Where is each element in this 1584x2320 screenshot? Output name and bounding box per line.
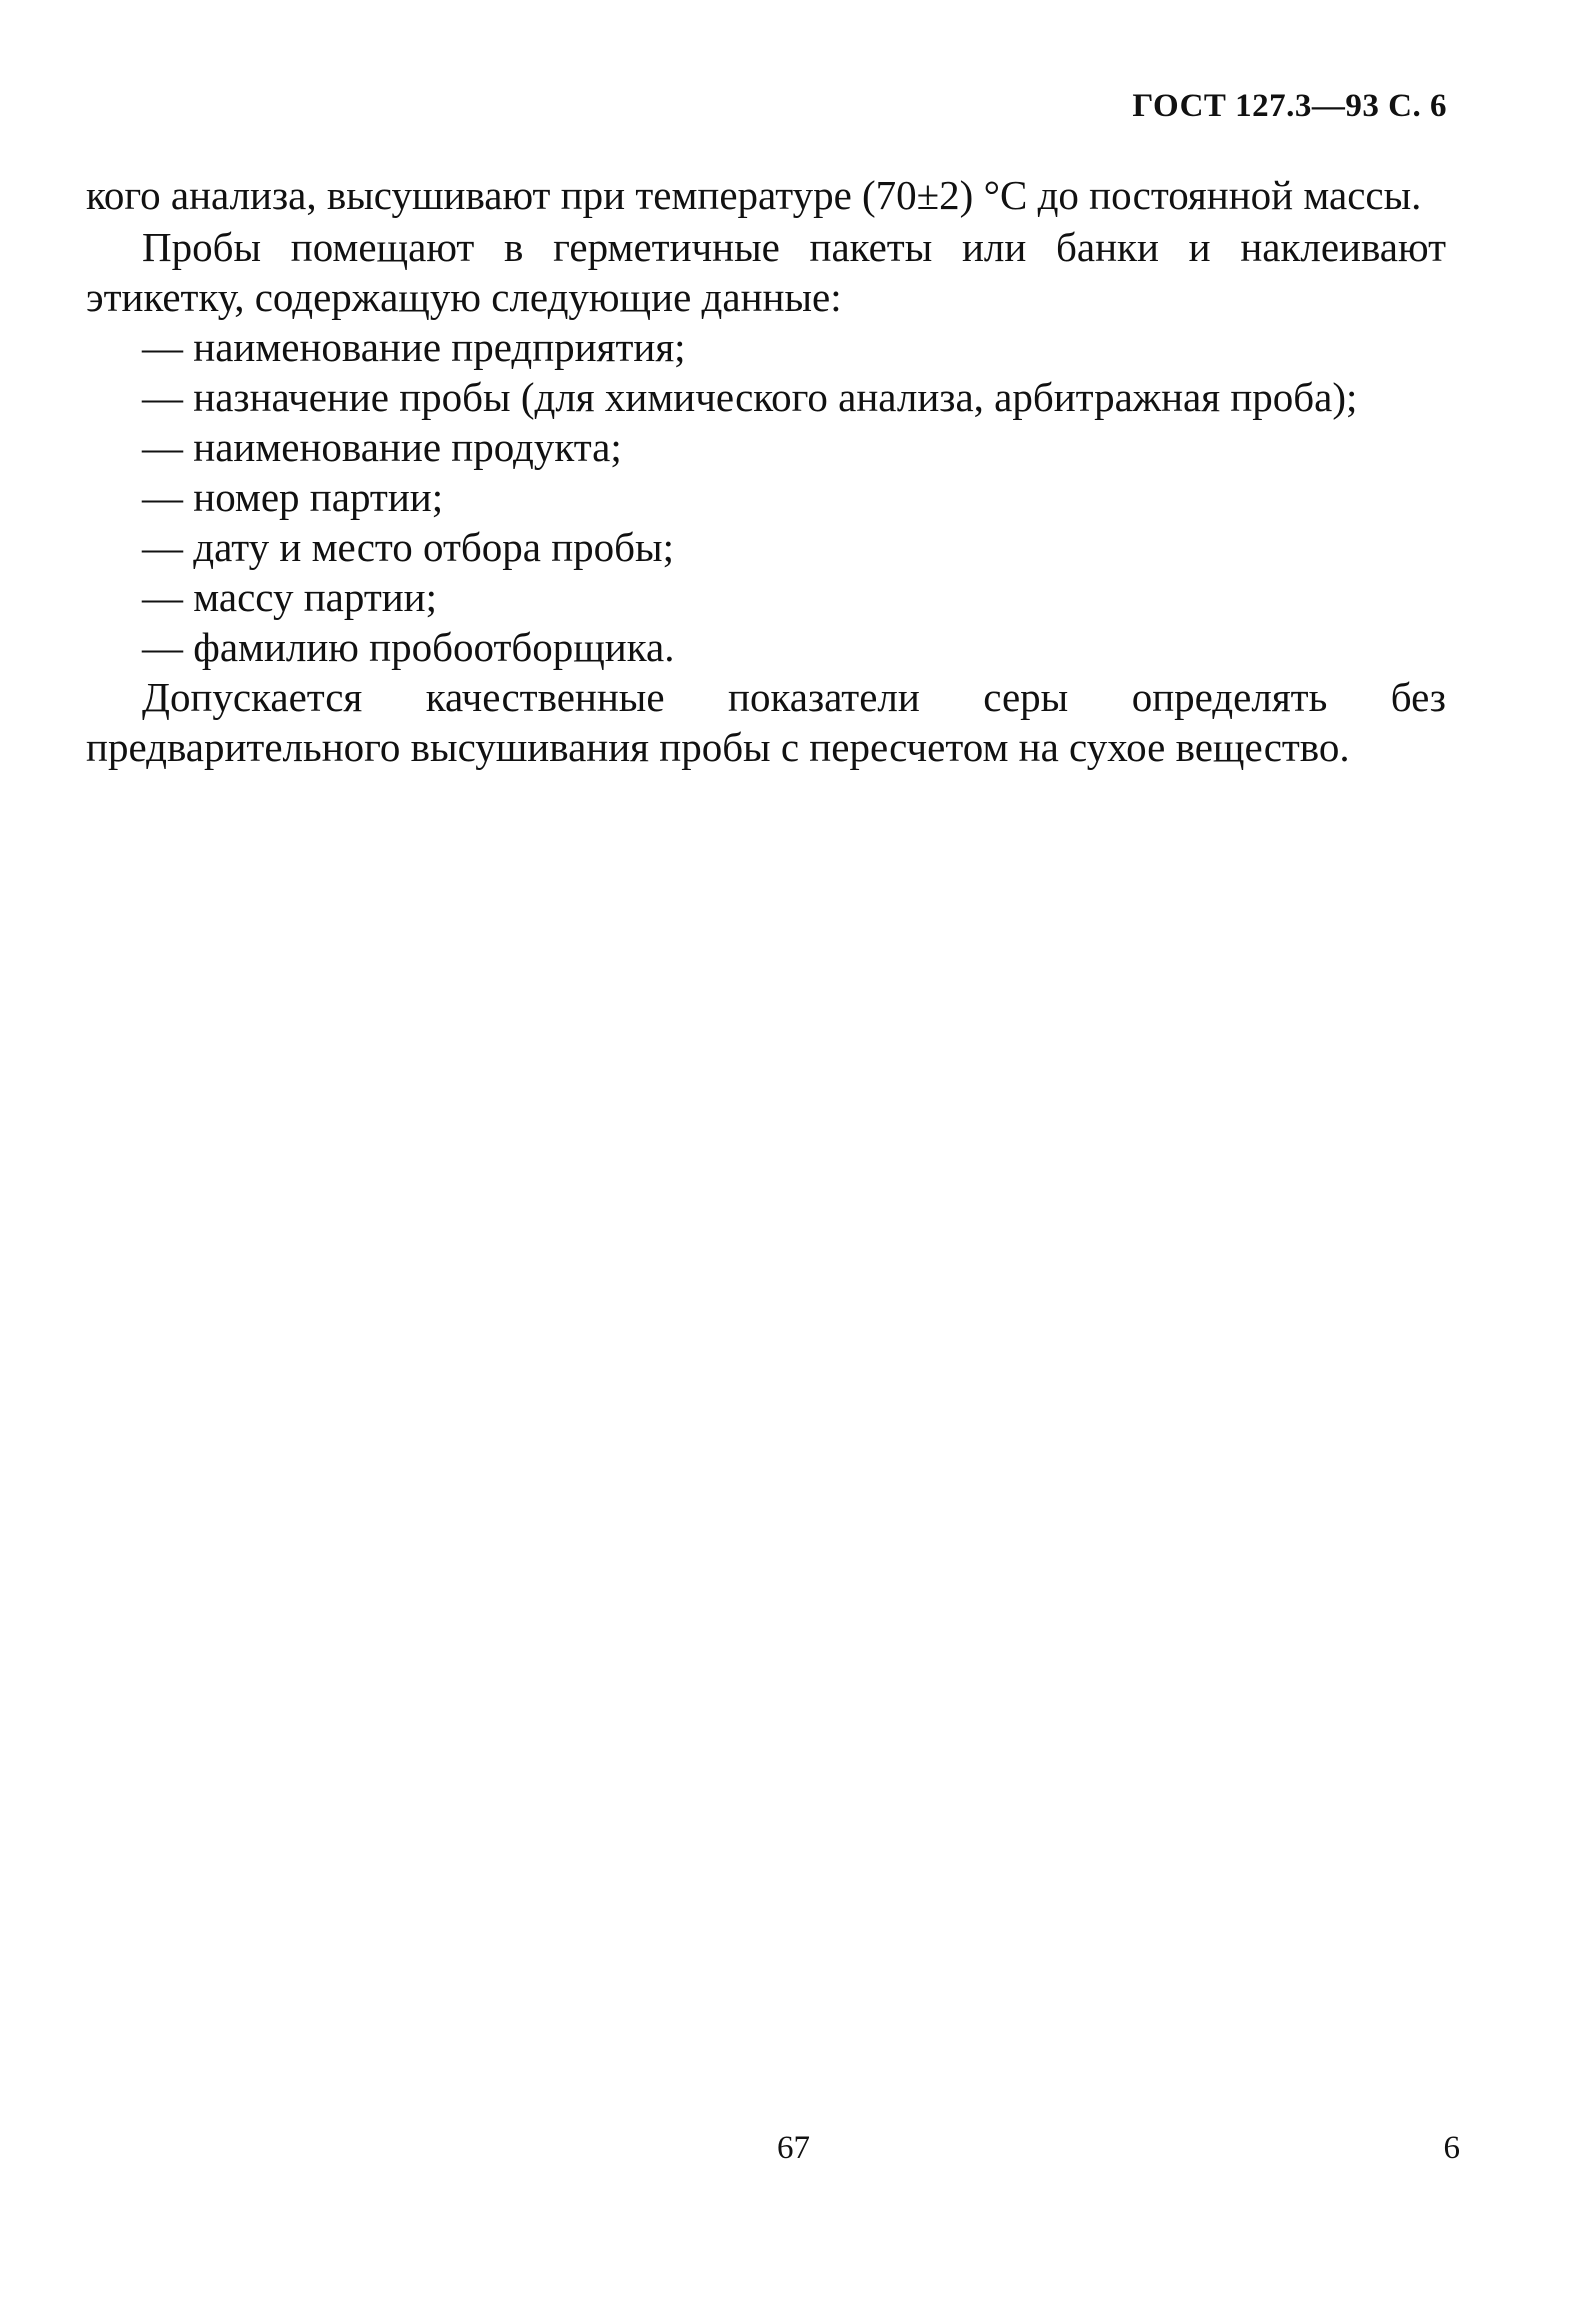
paragraph-allowance: Допускается качественные показатели серы определять без предварительного высушивания пробы с пересчетом на сухое вещество. — [86, 674, 1446, 770]
running-header: ГОСТ 127.3—93 С. 6 — [1132, 88, 1447, 124]
list-item: — массу партии; — [142, 574, 438, 620]
corner-page-number: 6 — [1443, 2130, 1460, 2166]
list-item: — наименование предприятия; — [142, 324, 686, 370]
list-item: — дату и место отбора пробы; — [142, 524, 674, 570]
list-item: — назначение пробы (для химического анализа, арбитражная проба); — [142, 374, 1358, 420]
paragraph-continuation: кого анализа, высушивают при температуре (70±2) °С до постоянной массы. — [86, 172, 1422, 218]
main-text-block — [86, 170, 1446, 772]
list-item: — наименование продукта; — [142, 424, 622, 470]
paragraph-label-instructions: Пробы помещают в герметичные пакеты или банки и наклеивают этикетку, содержащую следующие данные: — [86, 224, 1446, 320]
label-data-list — [86, 322, 1446, 672]
page-number: 67 — [777, 2130, 810, 2166]
list-item: — номер партии; — [142, 474, 444, 520]
list-item: — фамилию пробоотборщика. — [142, 624, 675, 670]
